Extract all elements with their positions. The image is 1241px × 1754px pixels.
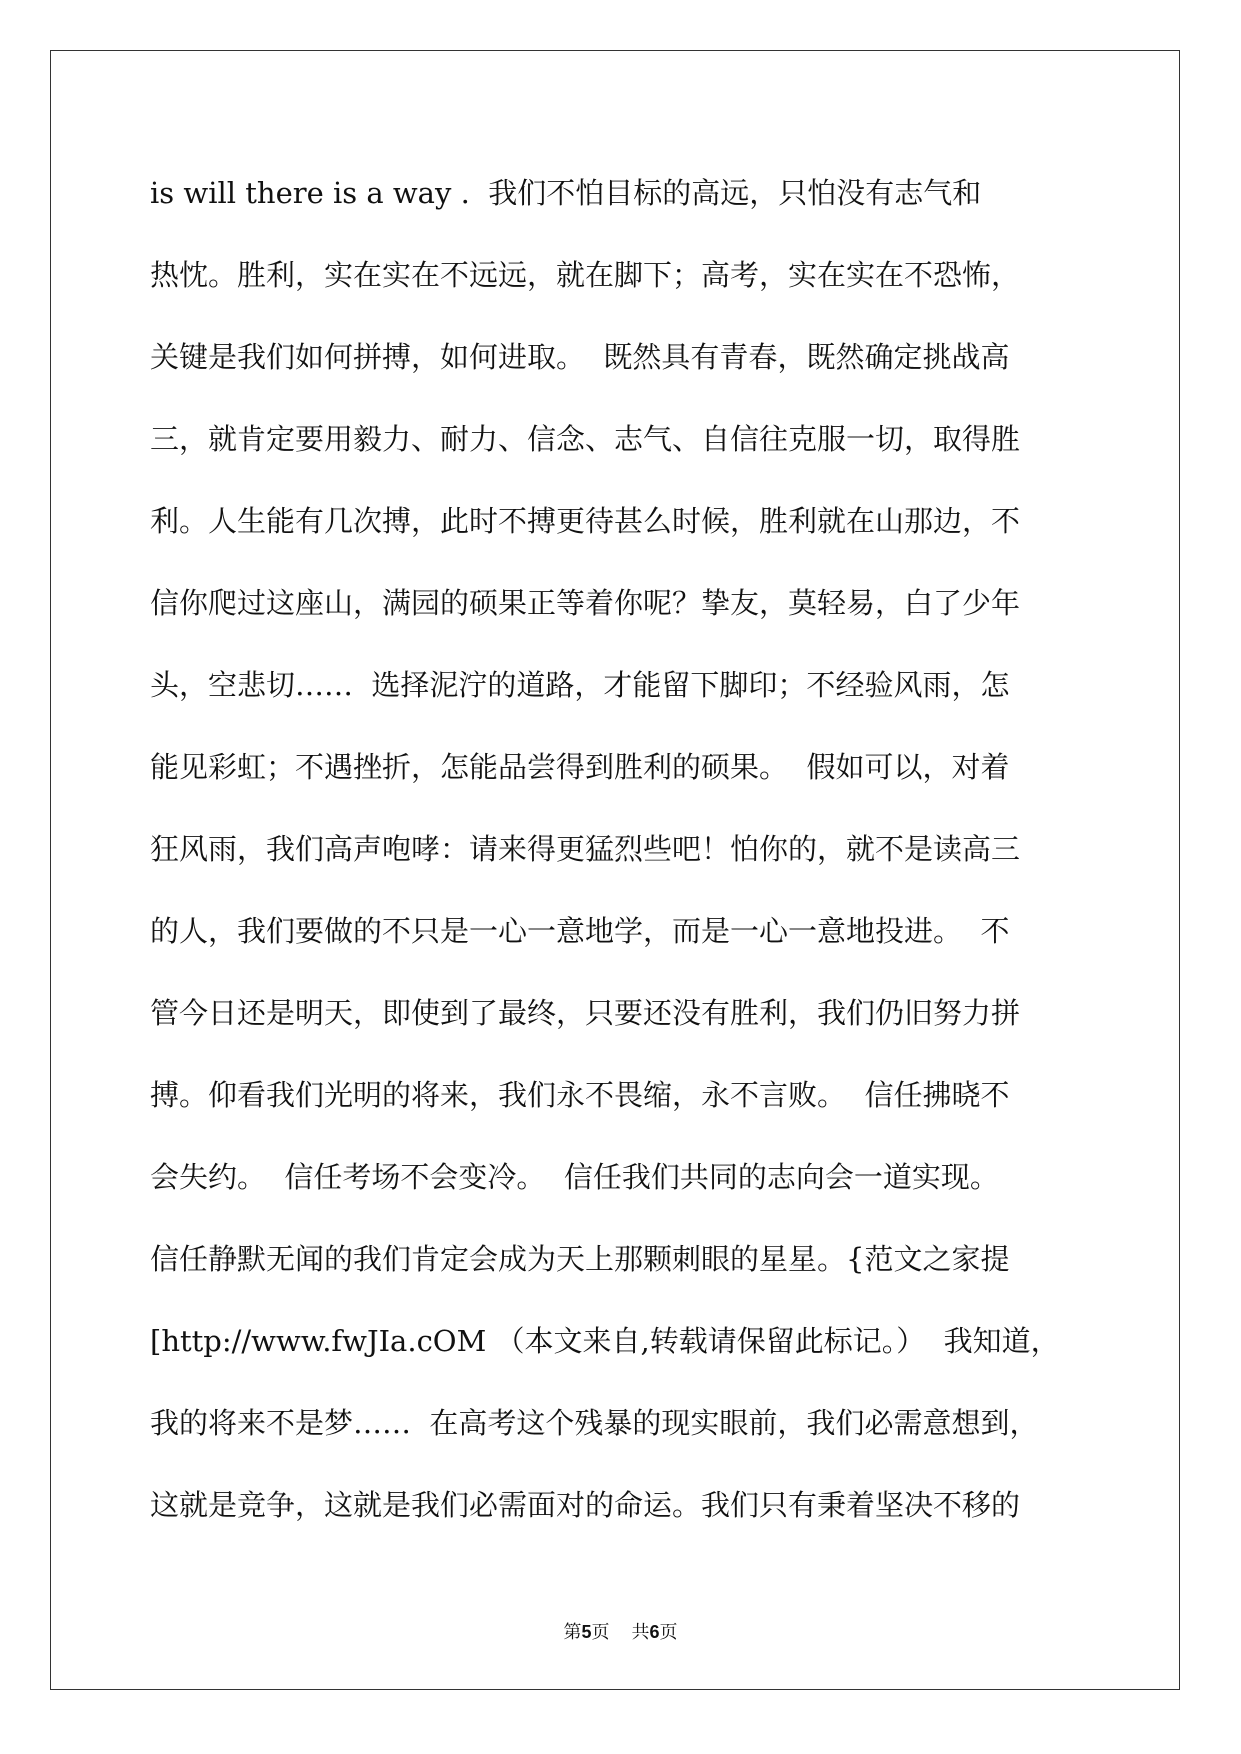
text-line: 的人，我们要做的不只是一心一意地学，而是一心一意地投进。 不	[150, 914, 1010, 948]
text-line: 我的将来不是梦…… 在高考这个残暴的现实眼前，我们必需意想到，	[150, 1406, 1039, 1440]
text-line: 搏。仰看我们光明的将来，我们永不畏缩，永不言败。 信任拂晓不	[150, 1078, 1010, 1112]
page-number	[563, 1622, 609, 1643]
page-footer	[0, 1618, 1241, 1644]
text-line: 这就是竞争，这就是我们必需面对的命运。我们只有秉着坚决不移的	[150, 1488, 1021, 1522]
current-page: 5	[581, 1622, 592, 1642]
text-line: is will there is a way . 我们不怕目标的高远，只怕没有志气和	[150, 176, 982, 210]
text-line: 关键是我们如何拼搏，如何进取。 既然具有青春，既然确定挑战高	[150, 340, 1010, 374]
text-line: 信你爬过这座山，满园的硕果正等着你呢？挚友，莫轻易，白了少年	[150, 586, 1021, 620]
total-pages: 6	[649, 1622, 660, 1642]
total-prefix: 共	[631, 1622, 650, 1643]
body-text	[150, 164, 1085, 1558]
total-suffix: 页	[659, 1622, 678, 1643]
text-line: 会失约。 信任考场不会变冷。 信任我们共同的志向会一道实现。	[150, 1160, 999, 1194]
page-prefix: 第	[563, 1622, 582, 1643]
text-line: 信任静默无闻的我们肯定会成为天上那颗刺眼的星星。{范文之家提	[150, 1242, 1010, 1276]
text-line: [http://www.fwJIa.cOM （本文来自,转载请保留此标记。） 我知道，	[150, 1324, 1060, 1358]
text-line: 狂风雨，我们高声咆哮：请来得更猛烈些吧！怕你的，就不是读高三	[150, 832, 1021, 866]
page-total	[632, 1622, 678, 1643]
text-line: 头，空悲切…… 选择泥泞的道路，才能留下脚印；不经验风雨，怎	[150, 668, 1010, 702]
text-line: 三，就肯定要用毅力、耐力、信念、志气、自信往克服一切，取得胜	[150, 422, 1021, 456]
text-line: 管今日还是明天，即使到了最终，只要还没有胜利，我们仍旧努力拼	[150, 996, 1021, 1030]
text-line: 利。人生能有几次搏，此时不搏更待甚么时候，胜利就在山那边，不	[150, 504, 1021, 538]
page-suffix: 页	[591, 1622, 610, 1643]
text-line: 能见彩虹；不遇挫折，怎能品尝得到胜利的硕果。 假如可以，对着	[150, 750, 1010, 784]
text-line: 热忱。胜利，实在实在不远远，就在脚下；高考，实在实在不恐怖，	[150, 258, 1021, 292]
